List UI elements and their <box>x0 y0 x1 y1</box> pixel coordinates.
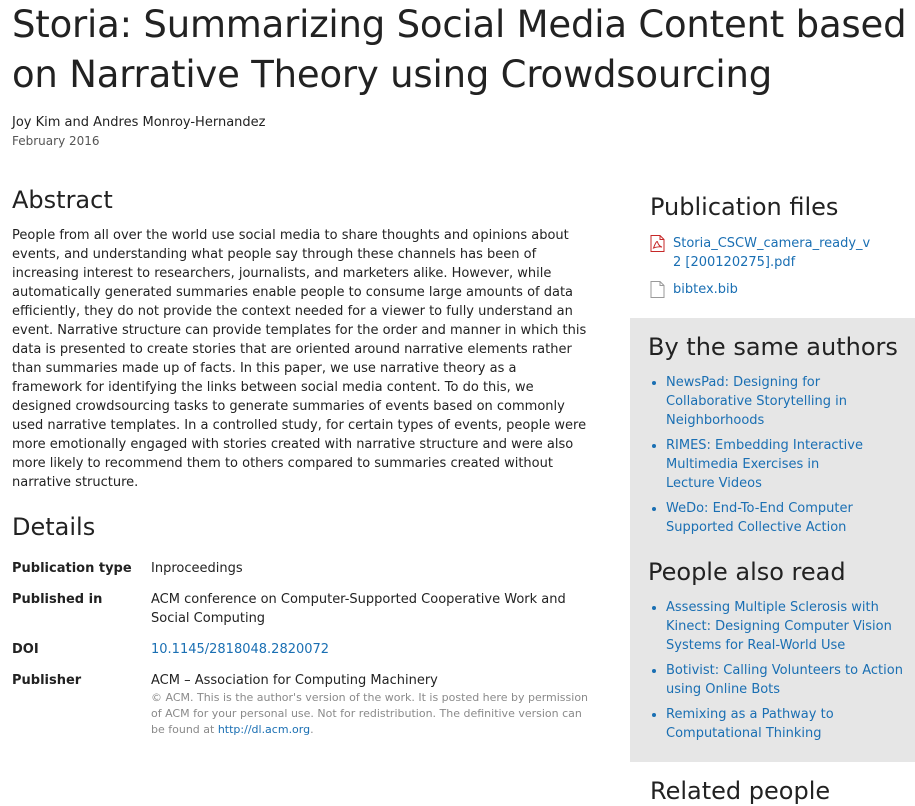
list-item <box>666 499 866 537</box>
same-authors-link[interactable]: NewsPad: Designing for Collaborative Storytelling in Neighborhoods <box>666 375 848 428</box>
publisher-name: ACM – Association for Computing Machinery <box>151 673 438 688</box>
also-read-link[interactable]: Assessing Multiple Sclerosis with Kinect: Designing Computer Vision Systems for Real-World Use <box>666 600 892 653</box>
page-title: Storia: Summarizing Social Media Content based on Narrative Theory using Crowdsourcing <box>12 3 907 96</box>
file-item-pdf <box>650 234 890 272</box>
list-item <box>666 436 866 493</box>
same-authors-list <box>648 373 866 543</box>
publication-files-list <box>650 234 890 307</box>
copyright-end: . <box>310 723 314 736</box>
details-label: Published in <box>12 592 103 607</box>
details-value <box>151 640 592 671</box>
details-label: DOI <box>12 642 39 657</box>
bib-file-link[interactable]: bibtex.bib <box>673 282 738 297</box>
also-read-link[interactable]: Remixing as a Pathway to Computational Thinking <box>666 707 834 741</box>
list-item <box>666 373 866 430</box>
publication-files-heading: Publication files <box>650 193 839 221</box>
details-table <box>12 559 592 750</box>
abstract-text: People from all over the world use social media to share thoughts and opinions about events, and understanding what people say through these channels has been of increasing interest to researchers, journalists, and marketers alike. However, while automatically generated summaries enable people to consume large amounts of data efficiently, they do not provide the context needed for a viewer to fully understand an event. Narrative structure can provide templates for the order and manner in which this data is presented to create stories that are oriented around narrative elements rather than summaries made up of facts. In this paper, we use narrative theory as a framework for identifying the links between social media content. To do this, we designed crowdsourcing tasks to generate summaries of events based on commonly used narrative templates. In a controlled study, for certain types of events, people were more emotionally engaged with stories created with narrative structure and were also more likely to recommend them to others compared to summaries created without narrative structure. <box>12 228 587 490</box>
details-heading: Details <box>12 513 96 541</box>
same-authors-heading: By the same authors <box>648 333 898 361</box>
same-authors-link[interactable]: WeDo: End-To-End Computer Supported Collective Action <box>666 501 853 535</box>
authors: Joy Kim and Andres Monroy-Hernandez <box>12 115 266 130</box>
same-authors-link[interactable]: RIMES: Embedding Interactive Multimedia Exercises in Lecture Videos <box>666 438 863 491</box>
details-label: Publication type <box>12 561 132 576</box>
details-value: Inproceedings <box>151 561 243 576</box>
acm-dl-link[interactable]: http://dl.acm.org <box>217 723 311 736</box>
related-people-heading: Related people <box>650 777 831 805</box>
publication-date: February 2016 <box>12 134 100 148</box>
abstract-heading: Abstract <box>12 186 113 214</box>
doi-link[interactable]: 10.1145/2818048.2820072 <box>151 642 330 657</box>
pdf-file-link[interactable]: Storia_CSCW_camera_ready_v2 [200120275].pdf <box>673 236 871 270</box>
details-row-publisher <box>12 671 592 750</box>
list-item <box>666 661 906 699</box>
pdf-file-icon <box>650 235 665 252</box>
list-item <box>666 705 906 743</box>
people-also-read-heading: People also read <box>648 558 846 586</box>
also-read-link[interactable]: Botivist: Calling Volunteers to Action using Online Bots <box>666 663 903 697</box>
details-row-published-in <box>12 590 592 640</box>
people-also-read-list <box>648 598 906 749</box>
document-file-icon <box>650 281 665 298</box>
file-item-bib <box>650 280 890 299</box>
copyright-text: © ACM. This is the author's version of the work. It is posted here by permission of ACM for your personal use. Not for redistribution. The definitive version can be found at <box>151 691 589 736</box>
details-label: Publisher <box>12 673 82 688</box>
details-row-publication-type <box>12 559 592 590</box>
details-value: ACM conference on Computer-Supported Cooperative Work and Social Computing <box>151 592 566 626</box>
details-row-doi <box>12 640 592 671</box>
copyright-notice <box>151 690 592 738</box>
details-value <box>151 671 592 750</box>
list-item <box>666 598 906 655</box>
